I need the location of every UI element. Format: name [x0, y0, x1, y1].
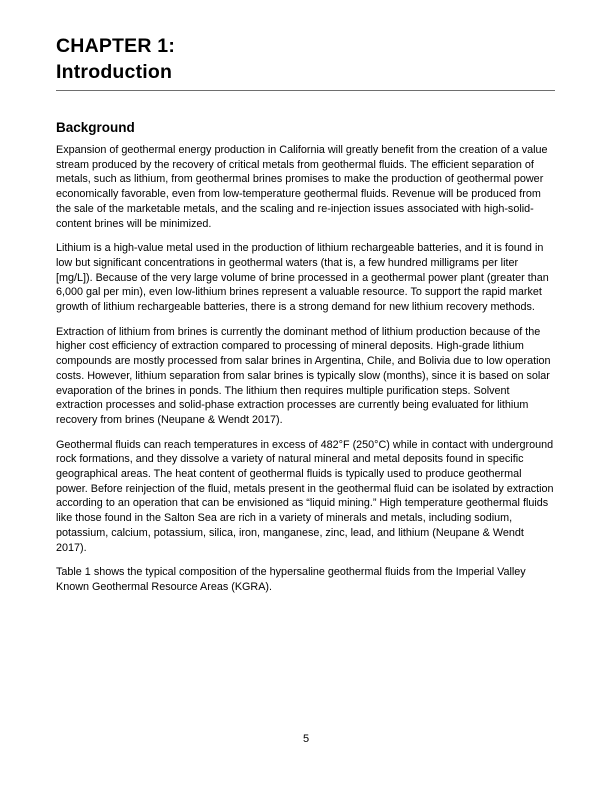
paragraph-5: Table 1 shows the typical composition of the hypersaline geothermal fluids from the Imperial Valley Known Geothermal Resource Areas (KGRA).: [56, 566, 526, 593]
chapter-title: [56, 33, 555, 85]
section-heading-background: Background: [56, 120, 135, 135]
paragraph-2: Lithium is a high-value metal used in the production of lithium rechargeable batteries, and it is found in low but significant concentrations in geothermal waters (that is, a few hundred milligrams per liter [mg/L]). Because of the very large volume of brine processed in a geothermal power plant (greater than 6,000 gal per min), even low-lithium brines represent a valuable resource. To support the rapid market growth of lithium rechargeable batteries, there is a strong demand for new lithium recovery methods.: [56, 242, 549, 314]
chapter-title-line1: CHAPTER 1:: [56, 35, 176, 57]
page-content: [56, 33, 555, 605]
page-number: 5: [302, 733, 310, 745]
paragraph-1: Expansion of geothermal energy production in California will greatly benefit from the creation of a value stream produced by the recovery of critical metals from geothermal fluids. The efficient separation of metals, such as lithium, from geothermal brines promises to make the production of geothermal power economically favorable, even from low-temperature geothermal fluids. Revenue will be produced from the sale of the marketable metals, and the scaling and re-injection issues associated with high-solid-content brines will be minimized.: [56, 144, 548, 230]
chapter-title-line2: Introduction: [56, 61, 173, 83]
paragraph-3: Extraction of lithium from brines is currently the dominant method of lithium production because of the higher cost efficiency of extraction compared to processing of mineral deposits. High-grade lithium compounds are mostly processed from salar brines in Argentina, Chile, and Bolivia due to low operation costs. However, lithium separation from salar brines is typically slow (months), since it is based on solar evaporation of the brines in ponds. The lithium then requires multiple purification steps. Solvent extraction processes and solid-phase extraction processes are currently being evaluated for lithium recovery from brines (Neupane & Wendt 2017).: [56, 325, 551, 426]
title-divider: [56, 90, 555, 91]
paragraph-4: Geothermal fluids can reach temperatures in excess of 482°F (250°C) while in contact with underground rock formations, and they dissolve a variety of natural mineral and metal deposits found in specific geographical areas. The heat content of geothermal fluids is typically used to produce geothermal power. Before reinjection of the fluid, metals present in the geothermal fluid can be isolated by extraction according to an operation that can be envisioned as “liquid mining.” High temperature geothermal fluids like those found in the Salton Sea are rich in a variety of minerals and metals, including sodium, potassium, calcium, potassium, silica, iron, manganese, zinc, lead, and lithium (Neupane & Wendt 2017).: [56, 438, 554, 554]
